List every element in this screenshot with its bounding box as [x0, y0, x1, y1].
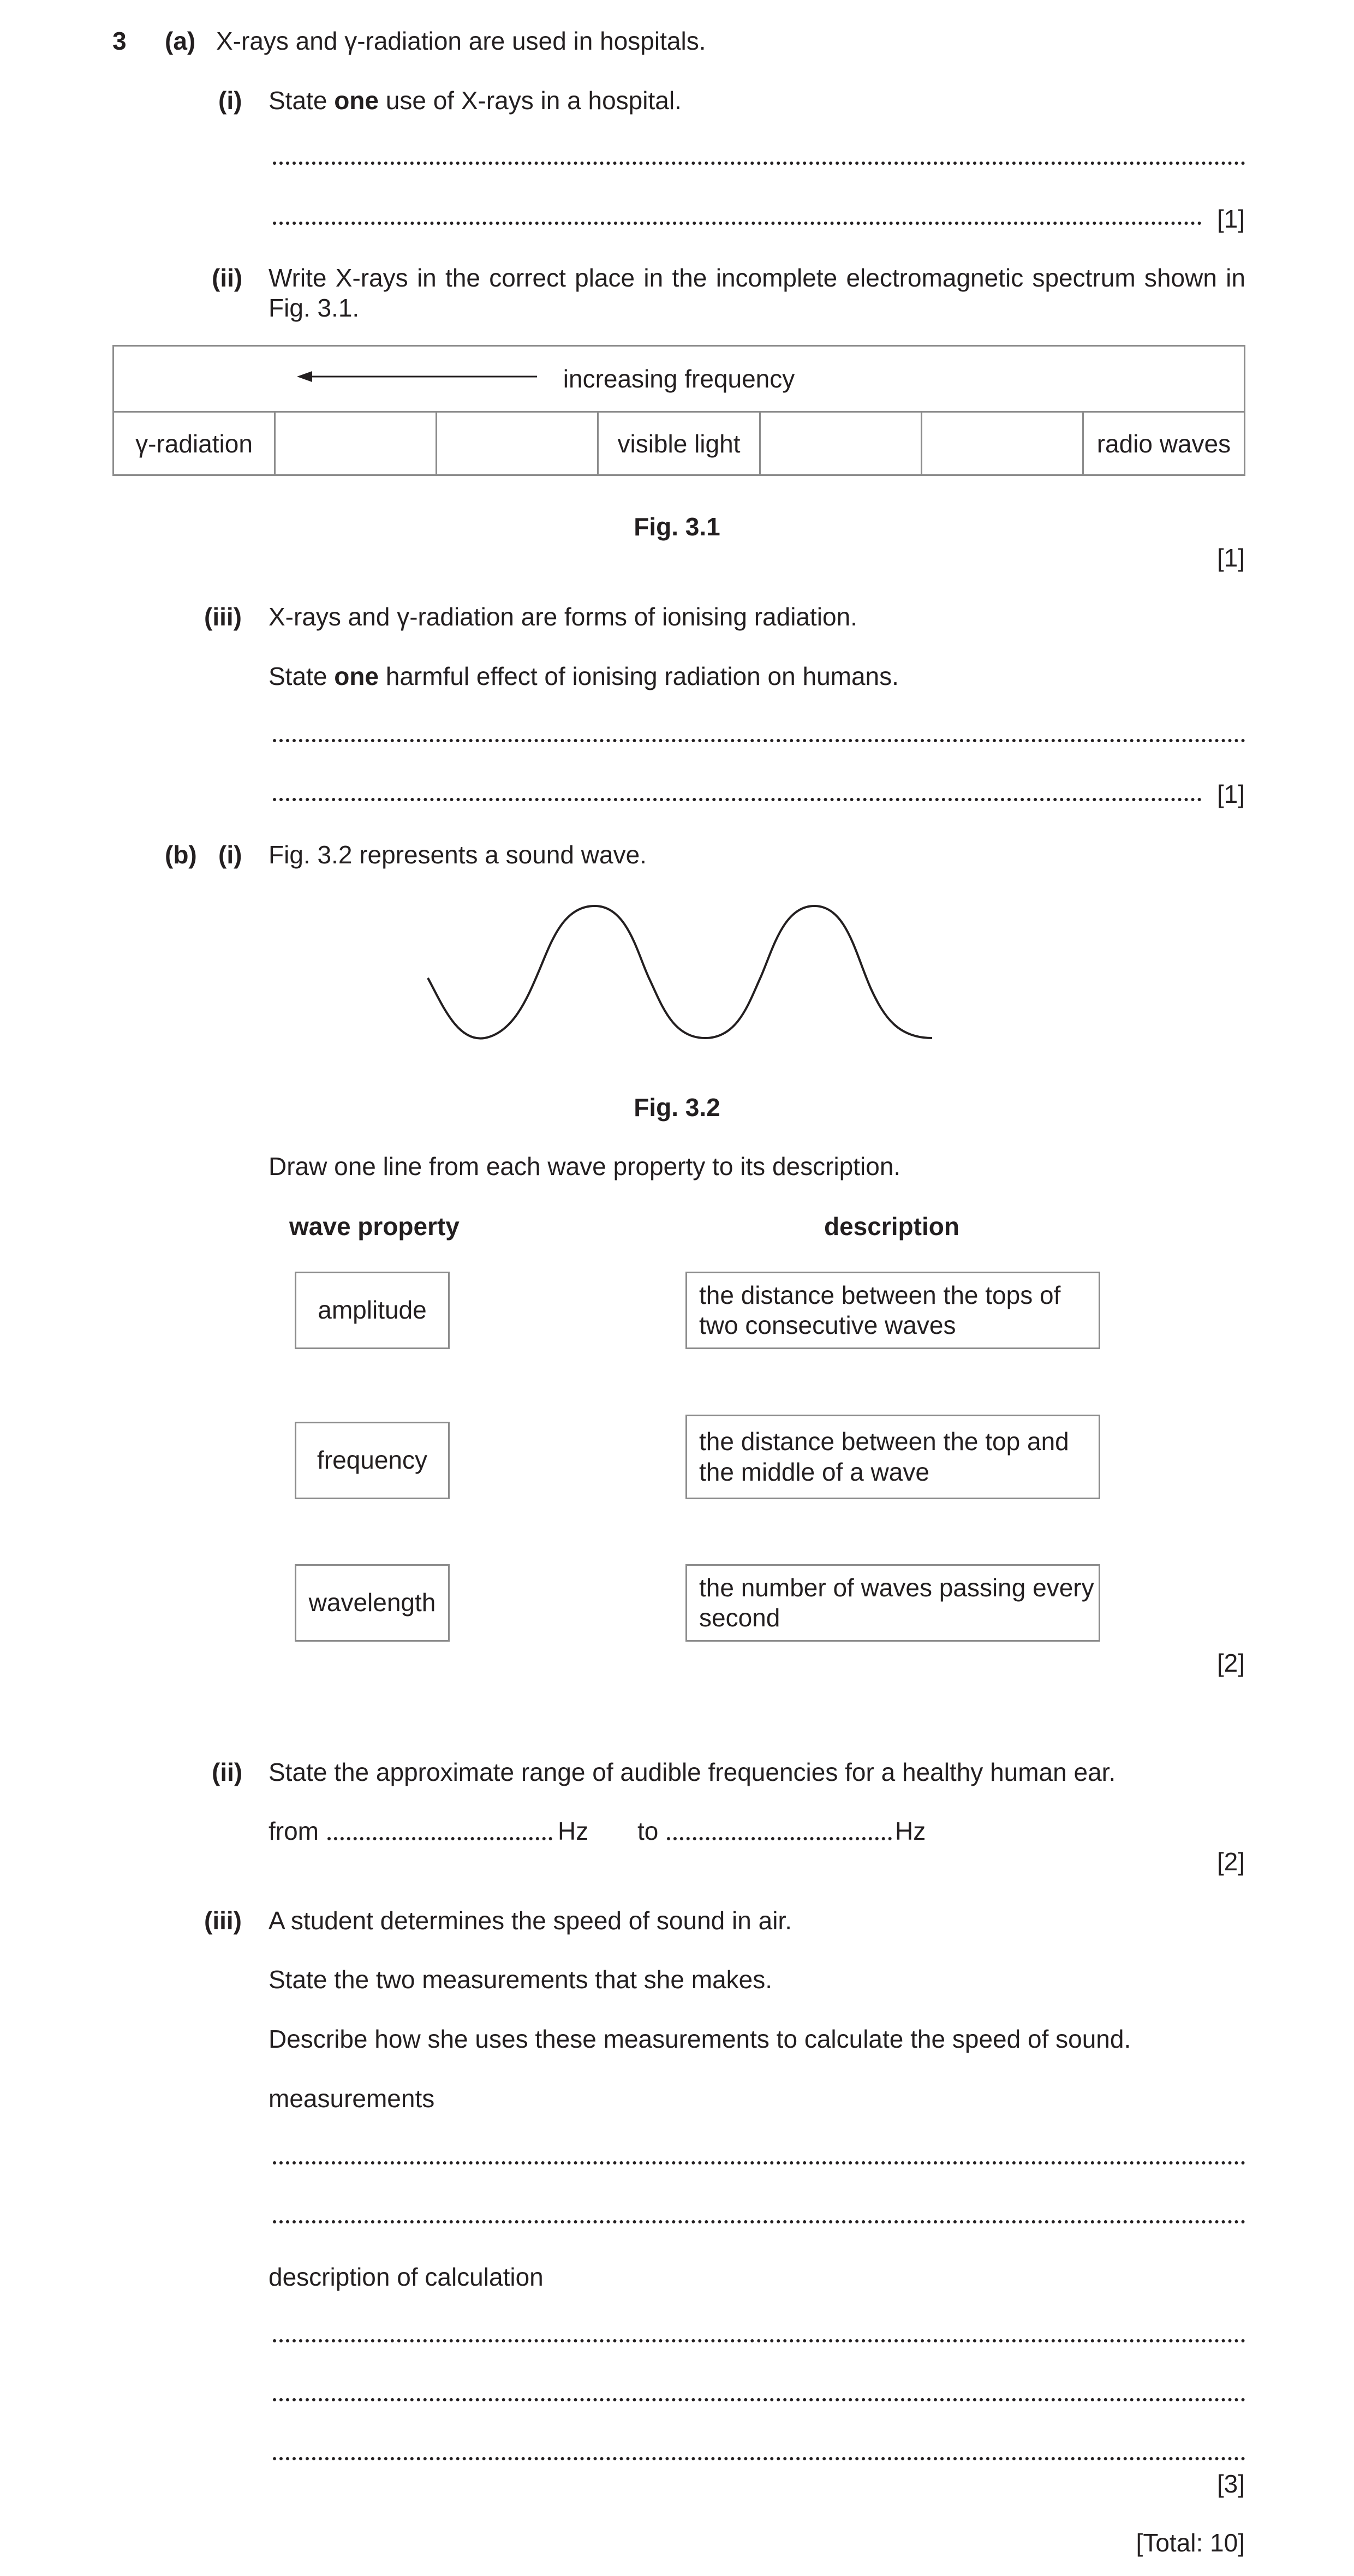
- total-marks: [Total: 10]: [1136, 2529, 1245, 2557]
- part-a-i-label: (i): [218, 86, 242, 115]
- answer-line[interactable]: [273, 739, 1245, 742]
- answer-line[interactable]: [273, 2339, 1245, 2342]
- part-a-iii-statement: X-rays and γ-radiation are forms of ionising radiation.: [269, 603, 857, 631]
- from-answer-field[interactable]: [327, 1837, 552, 1840]
- to-label: to: [637, 1817, 659, 1845]
- part-a-label: (a): [165, 27, 196, 55]
- description-box-distance-tops[interactable]: the distance between the tops of two consecutive waves: [685, 1272, 1100, 1349]
- description-box-top-to-middle[interactable]: the distance between the top and the middle of a wave: [685, 1415, 1100, 1499]
- answer-line[interactable]: [273, 798, 1202, 801]
- part-b-ii-question: State the approximate range of audible frequencies for a healthy human ear.: [269, 1758, 1116, 1786]
- part-b-ii-label: (ii): [212, 1758, 243, 1786]
- measurements-label: measurements: [269, 2084, 435, 2113]
- answer-line[interactable]: [273, 2220, 1245, 2223]
- from-unit: Hz: [558, 1817, 589, 1845]
- part-a-i-question: [269, 86, 682, 116]
- spectrum-cell-gamma: γ-radiation: [114, 412, 275, 475]
- part-a-iii-question: [269, 661, 899, 691]
- emphasis: one: [334, 662, 379, 690]
- spectrum-cell-blank[interactable]: [437, 412, 598, 475]
- spectrum-cell-radio: radio waves: [1083, 412, 1244, 475]
- part-b-iii-statement: A student determines the speed of sound in air.: [269, 1906, 792, 1935]
- part-a-iii-label: (iii): [204, 603, 242, 631]
- spectrum-cell-blank[interactable]: [921, 412, 1083, 475]
- to-unit: Hz: [895, 1817, 926, 1845]
- text: State: [269, 662, 335, 690]
- mark-allocation: [3]: [1216, 2470, 1245, 2498]
- matching-instruction: Draw one line from each wave property to its description.: [269, 1152, 901, 1180]
- text: State: [269, 86, 335, 115]
- spectrum-header: [114, 346, 1245, 412]
- answer-line[interactable]: [273, 2161, 1245, 2164]
- increasing-frequency-label: increasing frequency: [563, 365, 795, 393]
- property-box-wavelength[interactable]: wavelength: [295, 1564, 450, 1642]
- text: harmful effect of ionising radiation on humans.: [378, 662, 899, 690]
- property-box-frequency[interactable]: frequency: [295, 1422, 450, 1499]
- part-b-iii-question-2: Describe how she uses these measurements to calculate the speed of sound.: [269, 2025, 1131, 2053]
- em-spectrum-table: [112, 345, 1245, 476]
- wave-property-heading: wave property: [289, 1212, 460, 1241]
- answer-line[interactable]: [273, 2398, 1245, 2401]
- spectrum-cell-blank[interactable]: [275, 412, 437, 475]
- part-b-i-intro: Fig. 3.2 represents a sound wave.: [269, 840, 647, 869]
- description-heading: description: [824, 1212, 959, 1241]
- part-b-label: (b): [165, 840, 197, 869]
- property-box-amplitude[interactable]: amplitude: [295, 1272, 450, 1349]
- sound-wave-curve: [428, 906, 932, 1039]
- fig-3-1-caption: Fig. 3.1: [634, 512, 720, 541]
- left-arrow-icon: [297, 368, 537, 385]
- part-a-ii-question-cont: Fig. 3.1.: [269, 294, 360, 322]
- description-box-waves-per-second[interactable]: the number of waves passing every second: [685, 1564, 1100, 1642]
- part-b-iii-question-1: State the two measurements that she makes.: [269, 1965, 773, 1994]
- text: use of X-rays in a hospital.: [378, 86, 682, 115]
- to-answer-field[interactable]: [667, 1837, 892, 1840]
- spectrum-cell-visible: visible light: [598, 412, 760, 475]
- mark-allocation: [1]: [1216, 780, 1245, 808]
- answer-line[interactable]: [273, 162, 1245, 165]
- calculation-label: description of calculation: [269, 2263, 544, 2291]
- part-a-ii-label: (ii): [212, 264, 243, 292]
- part-b-i-label: (i): [218, 840, 242, 869]
- part-a-intro: X-rays and γ-radiation are used in hospitals.: [216, 27, 706, 55]
- mark-allocation: [1]: [1216, 205, 1245, 233]
- mark-allocation: [1]: [1216, 544, 1245, 572]
- mark-allocation: [2]: [1216, 1847, 1245, 1876]
- fig-3-2-caption: Fig. 3.2: [634, 1093, 720, 1122]
- answer-line[interactable]: [273, 2457, 1245, 2460]
- answer-line[interactable]: [273, 222, 1202, 225]
- emphasis: one: [334, 86, 379, 115]
- sound-wave-diagram: [420, 895, 944, 1048]
- part-b-iii-label: (iii): [204, 1906, 242, 1935]
- from-label: from: [269, 1817, 319, 1845]
- question-number: 3: [112, 27, 127, 55]
- part-a-ii-question: Write X-rays in the correct place in the incomplete electromagnetic spectrum shown in: [269, 264, 1245, 292]
- spectrum-cell-blank[interactable]: [760, 412, 921, 475]
- mark-allocation: [2]: [1216, 1649, 1245, 1677]
